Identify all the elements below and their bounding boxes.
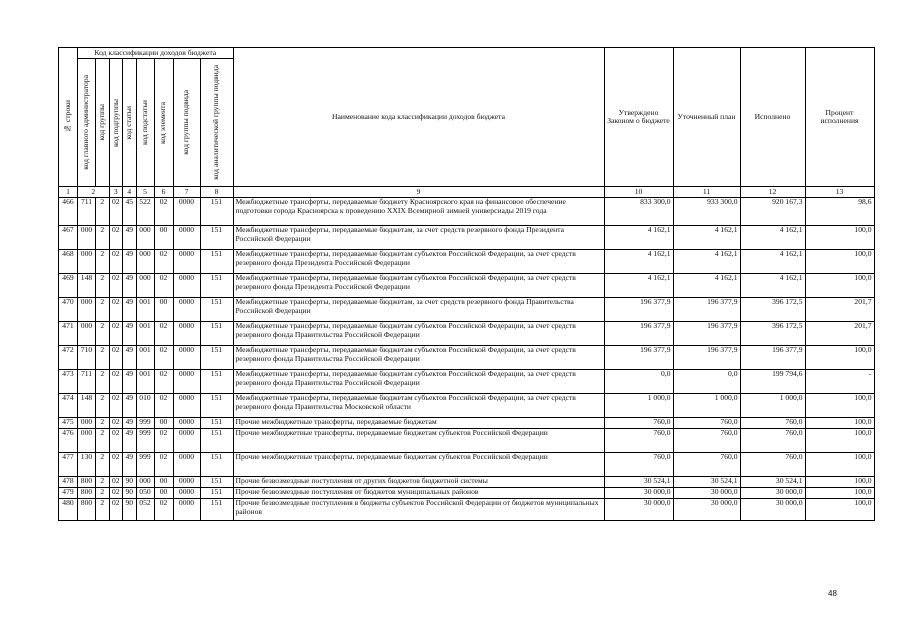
table-row (59, 346, 875, 370)
cell-percent: 100,0 (805, 226, 874, 250)
cell-c1: 148 (78, 394, 96, 418)
cell-refined: 1 000,0 (673, 394, 740, 418)
cell-c1: 000 (78, 418, 96, 429)
cell-c6: 02 (154, 370, 173, 394)
cell-refined: 30 524,1 (673, 477, 740, 488)
cell-c6: 02 (154, 499, 173, 521)
cell-no: 468 (59, 250, 78, 274)
cell-no: 471 (59, 322, 78, 346)
cell-c6: 02 (154, 274, 173, 298)
cell-approved: 30 000,0 (604, 488, 673, 499)
table-row (59, 418, 875, 429)
code-header-analytic-group: код аналитической группы подвида (200, 59, 233, 187)
table-row (59, 226, 875, 250)
cell-c8: 151 (200, 346, 233, 370)
cell-percent: 100,0 (805, 346, 874, 370)
cell-approved: 196 377,9 (604, 322, 673, 346)
cell-c5: 000 (136, 477, 154, 488)
column-number: 1 (59, 187, 78, 198)
cell-c5: 000 (136, 226, 154, 250)
cell-c3: 02 (109, 418, 123, 429)
approved-header: Утверждено Законом о бюджете (604, 48, 673, 187)
cell-approved: 196 377,9 (604, 346, 673, 370)
cell-c4: 49 (123, 394, 137, 418)
cell-refined: 196 377,9 (673, 322, 740, 346)
cell-c6: 02 (154, 322, 173, 346)
cell-c7: 0000 (173, 346, 200, 370)
row-number-header: № строки (59, 48, 78, 187)
column-number-row (59, 187, 875, 198)
cell-c1: 000 (78, 250, 96, 274)
cell-c3: 02 (109, 226, 123, 250)
table-row (59, 250, 875, 274)
cell-c7: 0000 (173, 488, 200, 499)
table-row (59, 274, 875, 298)
cell-c2: 2 (96, 370, 110, 394)
cell-c2: 2 (96, 198, 110, 226)
table-row (59, 298, 875, 322)
cell-refined: 30 000,0 (673, 488, 740, 499)
cell-refined: 760,0 (673, 429, 740, 453)
cell-c8: 151 (200, 226, 233, 250)
cell-c7: 0000 (173, 453, 200, 477)
cell-c4: 49 (123, 226, 137, 250)
classification-code-group-header: Код классификации доходов бюджета (78, 48, 234, 59)
cell-c4: 49 (123, 322, 137, 346)
cell-c6: 02 (154, 250, 173, 274)
cell-no: 473 (59, 370, 78, 394)
cell-percent: 201,7 (805, 322, 874, 346)
code-header-admin: код главного администратора (78, 59, 96, 187)
cell-c6: 02 (154, 198, 173, 226)
cell-c4: 49 (123, 429, 137, 453)
column-number: 8 (200, 187, 233, 198)
cell-approved: 4 162,1 (604, 274, 673, 298)
cell-c3: 02 (109, 274, 123, 298)
cell-c4: 90 (123, 499, 137, 521)
cell-c3: 02 (109, 429, 123, 453)
cell-no: 476 (59, 429, 78, 453)
cell-refined: 196 377,9 (673, 298, 740, 322)
cell-c4: 49 (123, 370, 137, 394)
cell-approved: 30 000,0 (604, 499, 673, 521)
cell-c4: 90 (123, 488, 137, 499)
cell-c3: 02 (109, 394, 123, 418)
cell-c4: 49 (123, 418, 137, 429)
cell-approved: 0,0 (604, 370, 673, 394)
cell-no: 478 (59, 477, 78, 488)
cell-no: 477 (59, 453, 78, 477)
cell-c4: 49 (123, 298, 137, 322)
cell-c3: 02 (109, 453, 123, 477)
name-header: Наименование кода классификации доходов бюджета (233, 48, 604, 187)
cell-percent: 100,0 (805, 394, 874, 418)
cell-c2: 2 (96, 418, 110, 429)
cell-executed: 760,0 (740, 453, 805, 477)
cell-approved: 196 377,9 (604, 298, 673, 322)
column-number: 13 (805, 187, 874, 198)
cell-c7: 0000 (173, 370, 200, 394)
cell-c6: 02 (154, 394, 173, 418)
cell-refined: 0,0 (673, 370, 740, 394)
cell-percent: 100,0 (805, 250, 874, 274)
cell-c3: 02 (109, 488, 123, 499)
table-row (59, 499, 875, 521)
column-number: 2 (78, 187, 110, 198)
cell-c4: 49 (123, 274, 137, 298)
cell-c7: 0000 (173, 499, 200, 521)
cell-percent: 100,0 (805, 453, 874, 477)
cell-c6: 00 (154, 418, 173, 429)
cell-executed: 4 162,1 (740, 274, 805, 298)
cell-no: 479 (59, 488, 78, 499)
cell-c2: 2 (96, 274, 110, 298)
cell-c2: 2 (96, 429, 110, 453)
cell-c1: 000 (78, 298, 96, 322)
cell-executed: 396 172,5 (740, 322, 805, 346)
cell-c8: 151 (200, 477, 233, 488)
cell-refined: 760,0 (673, 418, 740, 429)
cell-name: Прочие межбюджетные трансферты, передаваемые бюджетам (233, 418, 604, 429)
cell-c1: 000 (78, 226, 96, 250)
cell-approved: 4 162,1 (604, 226, 673, 250)
budget-revenue-table (58, 47, 875, 521)
cell-c3: 02 (109, 499, 123, 521)
cell-c2: 2 (96, 226, 110, 250)
cell-c8: 151 (200, 322, 233, 346)
cell-executed: 920 167,3 (740, 198, 805, 226)
cell-name: Межбюджетные трансферты, передаваемые бюджетам субъектов Российской Федерации, за счет средств резервного фонда Правительства Российской Федерации (233, 370, 604, 394)
cell-c7: 0000 (173, 250, 200, 274)
cell-no: 480 (59, 499, 78, 521)
executed-header: Исполнено (740, 48, 805, 187)
column-number: 3 (109, 187, 123, 198)
cell-name: Межбюджетные трансферты, передаваемые бюджетам, за счет средств резервного фонда Президента Российской Федерации (233, 226, 604, 250)
table-row (59, 429, 875, 453)
cell-c2: 2 (96, 477, 110, 488)
percent-header: Процент исполнения (805, 48, 874, 187)
cell-c8: 151 (200, 499, 233, 521)
cell-c5: 999 (136, 429, 154, 453)
column-number: 9 (233, 187, 604, 198)
cell-c4: 49 (123, 250, 137, 274)
cell-c6: 00 (154, 488, 173, 499)
cell-refined: 30 000,0 (673, 499, 740, 521)
cell-c3: 02 (109, 322, 123, 346)
cell-c7: 0000 (173, 198, 200, 226)
cell-no: 466 (59, 198, 78, 226)
cell-c1: 711 (78, 198, 96, 226)
cell-c5: 001 (136, 298, 154, 322)
cell-name: Межбюджетные трансферты, передаваемые бюджетам субъектов Российской Федерации, за счет средств резервного фонда Правительства Российской Федерации (233, 322, 604, 346)
cell-c4: 45 (123, 198, 137, 226)
cell-name: Прочие межбюджетные трансферты, передаваемые бюджетам субъектов Российской Федерации (233, 429, 604, 453)
cell-c7: 0000 (173, 429, 200, 453)
cell-c8: 151 (200, 488, 233, 499)
cell-no: 467 (59, 226, 78, 250)
cell-no: 469 (59, 274, 78, 298)
cell-name: Межбюджетные трансферты, передаваемые бюджетам субъектов Российской Федерации, за счет средств резервного фонда Президента Российской Федерации (233, 274, 604, 298)
cell-approved: 760,0 (604, 418, 673, 429)
cell-c8: 151 (200, 429, 233, 453)
cell-percent: 201,7 (805, 298, 874, 322)
cell-c3: 02 (109, 370, 123, 394)
table-row (59, 322, 875, 346)
cell-percent: 100,0 (805, 418, 874, 429)
cell-approved: 833 300,0 (604, 198, 673, 226)
cell-c6: 02 (154, 429, 173, 453)
cell-c5: 522 (136, 198, 154, 226)
cell-c1: 130 (78, 453, 96, 477)
cell-c3: 02 (109, 298, 123, 322)
cell-name: Прочие межбюджетные трансферты, передаваемые бюджетам субъектов Российской Федерации (233, 453, 604, 477)
cell-name: Межбюджетные трансферты, передаваемые бюджетам, за счет средств резервного фонда Правительства Российской Федерации (233, 298, 604, 322)
cell-name: Межбюджетные трансферты, передаваемые бюджетам субъектов Российской Федерации, за счет средств резервного фонда Правительства Московской области (233, 394, 604, 418)
cell-name: Прочие безвозмездные поступления от бюджетов муниципальных районов (233, 488, 604, 499)
cell-no: 475 (59, 418, 78, 429)
cell-approved: 30 524,1 (604, 477, 673, 488)
cell-percent: 100,0 (805, 499, 874, 521)
cell-c1: 800 (78, 477, 96, 488)
code-header-subarticle: код подстатьи (136, 59, 154, 187)
cell-c1: 710 (78, 346, 96, 370)
cell-c8: 151 (200, 198, 233, 226)
cell-percent: 100,0 (805, 477, 874, 488)
column-number: 5 (136, 187, 154, 198)
code-header-subtype-group: код группы подвида (173, 59, 200, 187)
cell-c5: 052 (136, 499, 154, 521)
cell-c8: 151 (200, 453, 233, 477)
cell-c6: 00 (154, 298, 173, 322)
cell-executed: 199 794,6 (740, 370, 805, 394)
column-number: 11 (673, 187, 740, 198)
cell-c5: 050 (136, 488, 154, 499)
column-number: 12 (740, 187, 805, 198)
cell-executed: 30 524,1 (740, 477, 805, 488)
cell-percent: 100,0 (805, 429, 874, 453)
cell-c5: 001 (136, 370, 154, 394)
cell-executed: 760,0 (740, 418, 805, 429)
cell-c8: 151 (200, 274, 233, 298)
cell-c7: 0000 (173, 298, 200, 322)
cell-c6: 02 (154, 453, 173, 477)
cell-name: Прочие безвозмездные поступления в бюджеты субъектов Российской Федерации от бюджетов муниципальных районов (233, 499, 604, 521)
code-header-subgroup: код подгруппы (109, 59, 123, 187)
cell-c7: 0000 (173, 394, 200, 418)
cell-c5: 999 (136, 453, 154, 477)
cell-refined: 4 162,1 (673, 250, 740, 274)
cell-c7: 0000 (173, 477, 200, 488)
cell-c1: 711 (78, 370, 96, 394)
cell-approved: 760,0 (604, 429, 673, 453)
cell-c2: 2 (96, 499, 110, 521)
cell-executed: 30 000,0 (740, 488, 805, 499)
column-number: 7 (173, 187, 200, 198)
cell-c3: 02 (109, 250, 123, 274)
cell-percent: 100,0 (805, 488, 874, 499)
cell-approved: 760,0 (604, 453, 673, 477)
table-row (59, 477, 875, 488)
cell-c1: 148 (78, 274, 96, 298)
cell-refined: 760,0 (673, 453, 740, 477)
column-number: 4 (123, 187, 137, 198)
cell-executed: 196 377,9 (740, 346, 805, 370)
cell-c8: 151 (200, 370, 233, 394)
cell-name: Межбюджетные трансферты, передаваемые бюджету Красноярского края на финансовое обеспечение подготовки города Красноярска к проведению XXIX Всемирной зимней универсиады 2019 года (233, 198, 604, 226)
cell-executed: 30 000,0 (740, 499, 805, 521)
code-header-article: код статьи (123, 59, 137, 187)
cell-c8: 151 (200, 394, 233, 418)
cell-c4: 49 (123, 346, 137, 370)
cell-name: Межбюджетные трансферты, передаваемые бюджетам субъектов Российской Федерации, за счет средств резервного фонда Президента Российской Федерации (233, 250, 604, 274)
cell-no: 472 (59, 346, 78, 370)
cell-percent: 98,6 (805, 198, 874, 226)
cell-c4: 90 (123, 477, 137, 488)
cell-c8: 151 (200, 418, 233, 429)
cell-c1: 000 (78, 429, 96, 453)
cell-executed: 1 000,0 (740, 394, 805, 418)
page-number: 48 (828, 589, 837, 598)
cell-approved: 1 000,0 (604, 394, 673, 418)
cell-executed: 396 172,5 (740, 298, 805, 322)
cell-c7: 0000 (173, 322, 200, 346)
cell-c5: 001 (136, 346, 154, 370)
cell-c4: 49 (123, 453, 137, 477)
cell-c2: 2 (96, 394, 110, 418)
cell-c6: 00 (154, 477, 173, 488)
cell-c6: 02 (154, 346, 173, 370)
cell-name: Межбюджетные трансферты, передаваемые бюджетам субъектов Российской Федерации, за счет средств резервного фонда Правительства Российской Федерации (233, 346, 604, 370)
cell-name: Прочие безвозмездные поступления от других бюджетов бюджетной системы (233, 477, 604, 488)
cell-c6: 00 (154, 226, 173, 250)
cell-c5: 999 (136, 418, 154, 429)
table-row (59, 198, 875, 226)
code-header-element: код элемента (154, 59, 173, 187)
cell-c7: 0000 (173, 226, 200, 250)
cell-c8: 151 (200, 250, 233, 274)
cell-c3: 02 (109, 198, 123, 226)
table-row (59, 453, 875, 477)
column-number: 6 (154, 187, 173, 198)
cell-approved: 4 162,1 (604, 250, 673, 274)
refined-plan-header: Уточненный план (673, 48, 740, 187)
cell-c7: 0000 (173, 274, 200, 298)
cell-c7: 0000 (173, 418, 200, 429)
cell-percent: 100,0 (805, 274, 874, 298)
cell-refined: 196 377,9 (673, 346, 740, 370)
cell-c2: 2 (96, 488, 110, 499)
cell-c2: 2 (96, 453, 110, 477)
cell-percent: - (805, 370, 874, 394)
cell-c5: 000 (136, 274, 154, 298)
cell-c1: 800 (78, 499, 96, 521)
cell-refined: 4 162,1 (673, 226, 740, 250)
cell-c2: 2 (96, 250, 110, 274)
cell-c3: 02 (109, 346, 123, 370)
cell-c5: 000 (136, 250, 154, 274)
cell-refined: 933 300,0 (673, 198, 740, 226)
cell-c5: 001 (136, 322, 154, 346)
cell-executed: 4 162,1 (740, 250, 805, 274)
cell-c3: 02 (109, 477, 123, 488)
table-row (59, 488, 875, 499)
cell-c5: 010 (136, 394, 154, 418)
cell-c2: 2 (96, 322, 110, 346)
cell-c8: 151 (200, 298, 233, 322)
column-number: 10 (604, 187, 673, 198)
cell-no: 474 (59, 394, 78, 418)
table-row (59, 394, 875, 418)
cell-c1: 800 (78, 488, 96, 499)
cell-c2: 2 (96, 346, 110, 370)
table-row (59, 370, 875, 394)
cell-c1: 000 (78, 322, 96, 346)
cell-executed: 4 162,1 (740, 226, 805, 250)
cell-c2: 2 (96, 298, 110, 322)
cell-no: 470 (59, 298, 78, 322)
code-header-group: код группы (96, 59, 110, 187)
cell-refined: 4 162,1 (673, 274, 740, 298)
cell-executed: 760,0 (740, 429, 805, 453)
